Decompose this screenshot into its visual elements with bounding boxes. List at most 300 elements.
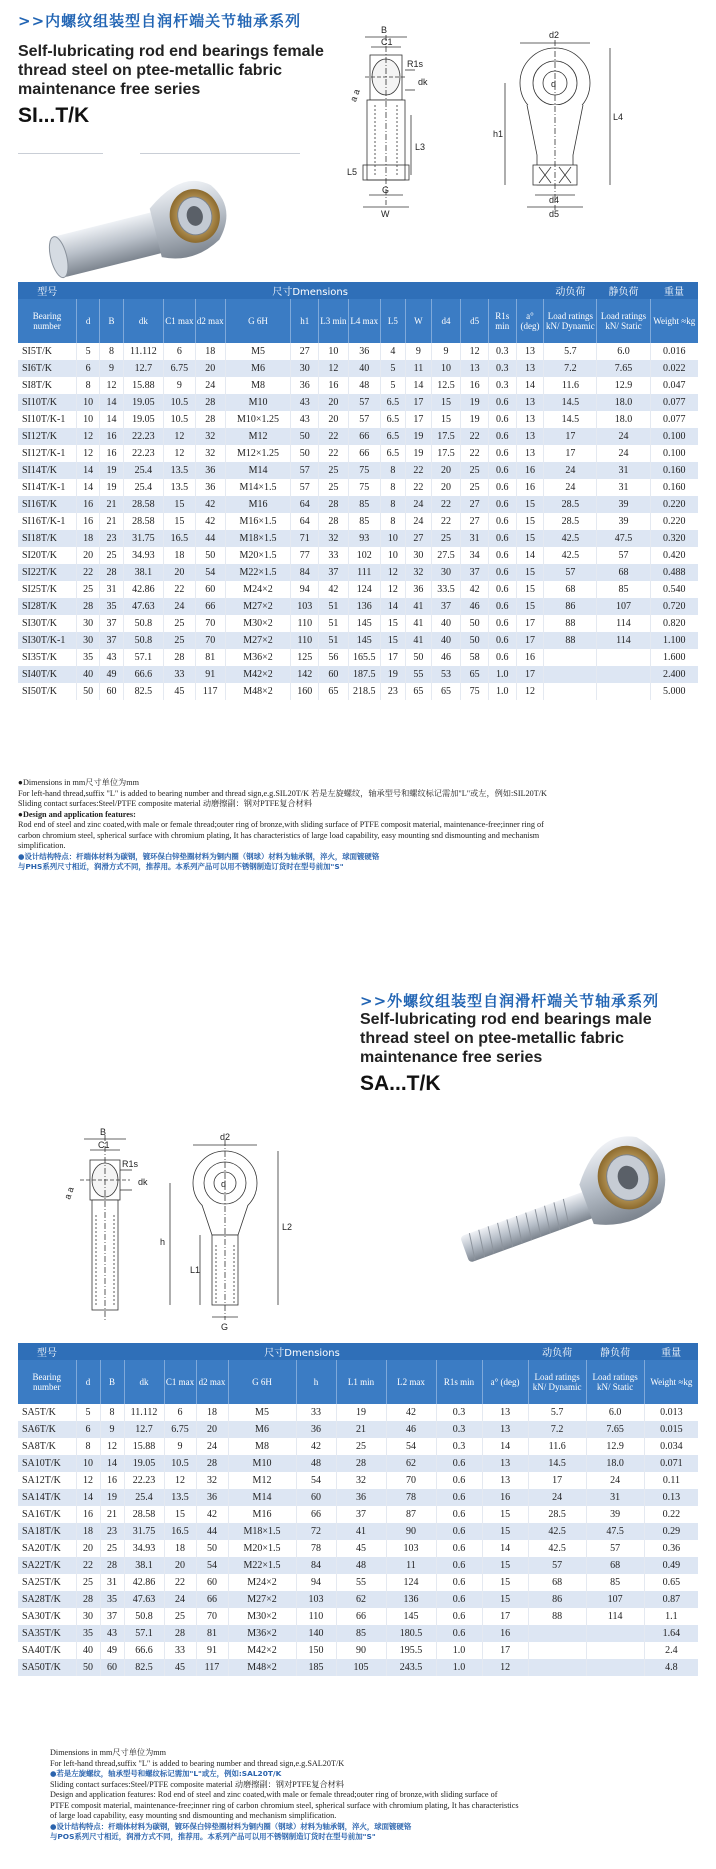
table-cell: 5 bbox=[76, 1404, 100, 1421]
table-cell: 31 bbox=[586, 1489, 644, 1506]
column-header: dk bbox=[123, 299, 163, 343]
table-row bbox=[18, 683, 698, 700]
table-cell: 28.5 bbox=[544, 496, 597, 513]
table-cell: 6.5 bbox=[380, 411, 405, 428]
table-cell: 28 bbox=[196, 1455, 228, 1472]
table-cell: 60 bbox=[195, 581, 225, 598]
table-cell: 70 bbox=[195, 615, 225, 632]
table-cell: 34.93 bbox=[123, 547, 163, 564]
table-cell: 0.6 bbox=[488, 411, 516, 428]
table-row bbox=[18, 343, 698, 360]
column-header: Load ratings kN/ Dynamic bbox=[528, 1360, 586, 1404]
table-cell: 15 bbox=[482, 1557, 528, 1574]
table-cell: 12 bbox=[76, 1472, 100, 1489]
table-row bbox=[18, 530, 698, 547]
table-cell: 35 bbox=[100, 598, 123, 615]
table-cell: 13 bbox=[516, 343, 544, 360]
table-cell: 10 bbox=[76, 394, 99, 411]
table-cell: 35 bbox=[76, 1625, 100, 1642]
table-cell: 51 bbox=[319, 615, 349, 632]
table-cell: 8 bbox=[380, 462, 405, 479]
table-cell: 22 bbox=[461, 445, 489, 462]
table-cell: 28 bbox=[195, 411, 225, 428]
table-cell: 0.3 bbox=[436, 1404, 482, 1421]
table-cell: 0.6 bbox=[436, 1472, 482, 1489]
table-cell: 10 bbox=[76, 411, 99, 428]
table-cell: 15 bbox=[164, 513, 196, 530]
table-cell: 42 bbox=[386, 1404, 436, 1421]
table-cell: 18.0 bbox=[597, 411, 650, 428]
table-cell: 0.6 bbox=[488, 513, 516, 530]
table-cell: 81 bbox=[195, 649, 225, 666]
table-cell: 20 bbox=[76, 547, 99, 564]
table-cell: 43 bbox=[291, 411, 319, 428]
table-cell: 24 bbox=[597, 428, 650, 445]
table-cell: 62 bbox=[386, 1455, 436, 1472]
table-cell: 31.75 bbox=[123, 530, 163, 547]
table-cell: 30 bbox=[76, 615, 99, 632]
bearing-number-cell: SA30T/K bbox=[18, 1608, 76, 1625]
table-cell: 21 bbox=[100, 513, 123, 530]
table-cell: 14.5 bbox=[544, 394, 597, 411]
table-cell: 1.0 bbox=[436, 1659, 482, 1676]
table-cell: 13.5 bbox=[164, 479, 196, 496]
table-cell: 7.65 bbox=[597, 360, 650, 377]
table-cell: 66.6 bbox=[124, 1642, 164, 1659]
table-cell: 28 bbox=[76, 598, 99, 615]
table-cell: 54 bbox=[195, 564, 225, 581]
table-row bbox=[18, 666, 698, 683]
table-cell: 0.6 bbox=[488, 615, 516, 632]
table-cell: 43 bbox=[100, 1625, 124, 1642]
bearing-number-cell: SI35T/K bbox=[18, 649, 76, 666]
table-cell: 0.36 bbox=[644, 1540, 698, 1557]
column-header: d5 bbox=[461, 299, 489, 343]
section2-en-title-line3: maintenance free series bbox=[360, 1049, 543, 1066]
bearing-number-cell: SI6T/K bbox=[18, 360, 76, 377]
table-cell: 25.4 bbox=[123, 479, 163, 496]
table-cell: 23 bbox=[100, 1523, 124, 1540]
note-line: Dimensions in mm尺寸单位为mm bbox=[50, 1748, 166, 1757]
table-cell: 72 bbox=[296, 1523, 336, 1540]
table-cell: 17 bbox=[482, 1608, 528, 1625]
table-cell: M24×2 bbox=[225, 581, 291, 598]
table-cell: 12 bbox=[100, 377, 123, 394]
table-cell: M5 bbox=[228, 1404, 296, 1421]
table-cell: 0.100 bbox=[650, 445, 698, 462]
table-cell: 24 bbox=[164, 1591, 196, 1608]
table-cell: 6.5 bbox=[380, 428, 405, 445]
dim-label-B: B bbox=[381, 25, 388, 35]
sa-dim-label-h: h bbox=[160, 1237, 166, 1247]
table-cell: 0.071 bbox=[644, 1455, 698, 1472]
column-header: R1s min bbox=[488, 299, 516, 343]
section1-en-title-line2: thread steel on ptee-metallic fabric bbox=[18, 62, 283, 79]
table-cell: 85 bbox=[336, 1625, 386, 1642]
table-cell: 28 bbox=[319, 513, 349, 530]
table-cell: 0.720 bbox=[650, 598, 698, 615]
table-cell: 25.4 bbox=[124, 1489, 164, 1506]
column-header: L4 max bbox=[348, 299, 380, 343]
table-cell: 145 bbox=[348, 615, 380, 632]
section2-spec-table bbox=[18, 1343, 698, 1676]
table-cell: 0.6 bbox=[488, 462, 516, 479]
table-cell: M18×1.5 bbox=[225, 530, 291, 547]
table-cell: 8 bbox=[100, 1404, 124, 1421]
table-cell: 24 bbox=[164, 598, 196, 615]
section2-technical-drawing bbox=[40, 1105, 340, 1335]
table-cell: 195.5 bbox=[386, 1642, 436, 1659]
table-cell: 11.112 bbox=[123, 343, 163, 360]
table-cell: M42×2 bbox=[228, 1642, 296, 1659]
table-row bbox=[18, 1455, 698, 1472]
note-line: carbon chromium steel, spherical surface with chromium plating, It has characteristics of large load capability, easy mounting snd dismounting and mechanism bbox=[18, 830, 540, 840]
table-cell: 12 bbox=[76, 428, 99, 445]
table-cell: 15 bbox=[516, 564, 544, 581]
note-line: PTFE composit material, maintenance-free;inner ring of carbon chromium steel, spherical surface with chromium plating, It has characteristics bbox=[50, 1800, 519, 1810]
column-header: d2 max bbox=[196, 1360, 228, 1404]
table-cell: 94 bbox=[291, 581, 319, 598]
table-cell: 25.4 bbox=[123, 462, 163, 479]
table-cell: 6 bbox=[164, 343, 196, 360]
sa-group-header-static: 静负荷 bbox=[586, 1343, 644, 1360]
table-cell: 16 bbox=[516, 462, 544, 479]
table-cell: 37 bbox=[100, 1608, 124, 1625]
table-cell: 1.1 bbox=[644, 1608, 698, 1625]
table-cell: M20×1.5 bbox=[225, 547, 291, 564]
table-cell: 15.88 bbox=[124, 1438, 164, 1455]
table-cell: 0.220 bbox=[650, 496, 698, 513]
table-cell: 36 bbox=[195, 479, 225, 496]
table-cell: 14.5 bbox=[544, 411, 597, 428]
table-cell: 0.3 bbox=[488, 343, 516, 360]
table-cell: 19.05 bbox=[123, 411, 163, 428]
table-cell: 60 bbox=[196, 1574, 228, 1591]
table-cell: 180.5 bbox=[386, 1625, 436, 1642]
table-row bbox=[18, 513, 698, 530]
table-cell bbox=[528, 1659, 586, 1676]
table-cell: 51 bbox=[319, 632, 349, 649]
table-cell: 50 bbox=[195, 547, 225, 564]
table-cell: 25 bbox=[100, 1540, 124, 1557]
table-cell: 36 bbox=[406, 581, 431, 598]
table-cell bbox=[544, 683, 597, 700]
sa-dim-label-R1s: R1s bbox=[122, 1159, 139, 1169]
sa-dim-label-d2: d2 bbox=[220, 1132, 231, 1142]
table-row bbox=[18, 1523, 698, 1540]
table-cell: M14 bbox=[228, 1489, 296, 1506]
table-cell: 14 bbox=[406, 377, 431, 394]
table-cell: M27×2 bbox=[225, 598, 291, 615]
table-cell: M8 bbox=[225, 377, 291, 394]
table-cell: 21 bbox=[100, 496, 123, 513]
table-cell: 5.7 bbox=[544, 343, 597, 360]
table-cell: 18.0 bbox=[586, 1455, 644, 1472]
table-cell: 49 bbox=[100, 1642, 124, 1659]
table-cell: 42 bbox=[195, 513, 225, 530]
bearing-number-cell: SI20T/K bbox=[18, 547, 76, 564]
table-cell: 70 bbox=[195, 632, 225, 649]
table-cell: 13.5 bbox=[164, 462, 196, 479]
table-cell: 0.87 bbox=[644, 1591, 698, 1608]
table-cell: 24 bbox=[544, 479, 597, 496]
table-cell: 16.5 bbox=[164, 530, 196, 547]
table-cell: M14 bbox=[225, 462, 291, 479]
table-row bbox=[18, 581, 698, 598]
table-cell: 0.6 bbox=[436, 1557, 482, 1574]
table-row bbox=[18, 1540, 698, 1557]
table-cell: 0.077 bbox=[650, 411, 698, 428]
table-cell: 18 bbox=[76, 1523, 100, 1540]
table-cell: 28.5 bbox=[544, 513, 597, 530]
table-cell: 28 bbox=[195, 394, 225, 411]
table-cell: 33 bbox=[164, 1642, 196, 1659]
table-cell: 20 bbox=[431, 462, 461, 479]
table-cell: 0.160 bbox=[650, 479, 698, 496]
bearing-number-cell: SI14T/K-1 bbox=[18, 479, 76, 496]
table-cell: 33 bbox=[319, 547, 349, 564]
table-cell: 8 bbox=[380, 513, 405, 530]
table-row bbox=[18, 411, 698, 428]
sa-dim-label-L2: L2 bbox=[282, 1222, 293, 1232]
table-cell: 51 bbox=[319, 598, 349, 615]
table-cell: 12 bbox=[461, 343, 489, 360]
table-cell: 28.58 bbox=[124, 1506, 164, 1523]
table-cell: 30 bbox=[76, 632, 99, 649]
table-cell: 0.6 bbox=[488, 632, 516, 649]
table-cell: 15 bbox=[516, 496, 544, 513]
table-cell: 16 bbox=[482, 1625, 528, 1642]
dim-label-d5: d5 bbox=[549, 209, 560, 219]
table-cell: 6.5 bbox=[380, 445, 405, 462]
table-cell: 24 bbox=[406, 496, 431, 513]
table-cell: 12 bbox=[164, 1472, 196, 1489]
table-cell: 12 bbox=[380, 564, 405, 581]
table-cell: 28.58 bbox=[123, 496, 163, 513]
table-row bbox=[18, 1659, 698, 1676]
sa-dim-label-L1: L1 bbox=[190, 1265, 201, 1275]
table-cell: 68 bbox=[597, 564, 650, 581]
note-line: simplification. bbox=[18, 841, 66, 850]
table-cell: 14 bbox=[516, 377, 544, 394]
group-header-dynamic: 动负荷 bbox=[544, 282, 597, 299]
table-cell: 75 bbox=[348, 479, 380, 496]
table-cell: 136 bbox=[348, 598, 380, 615]
table-cell: 24 bbox=[406, 513, 431, 530]
table-cell: 13 bbox=[516, 445, 544, 462]
column-header: Load ratings kN/ Dynamic bbox=[544, 299, 597, 343]
column-header: Bearing number bbox=[18, 299, 76, 343]
bearing-number-cell: SI30T/K-1 bbox=[18, 632, 76, 649]
dim-label-d2: d2 bbox=[549, 30, 560, 40]
table-cell: 66 bbox=[196, 1591, 228, 1608]
sa-dim-label-aa: a a bbox=[62, 1185, 76, 1201]
table-cell: 5.000 bbox=[650, 683, 698, 700]
table-cell: M16 bbox=[228, 1506, 296, 1523]
table-cell: M10×1.25 bbox=[225, 411, 291, 428]
table-cell: 36 bbox=[296, 1421, 336, 1438]
table-cell: 5.7 bbox=[528, 1404, 586, 1421]
table-cell: 22 bbox=[431, 496, 461, 513]
table-cell: 10 bbox=[431, 360, 461, 377]
table-cell: 107 bbox=[597, 598, 650, 615]
table-cell: 66 bbox=[296, 1506, 336, 1523]
table-cell: 114 bbox=[597, 632, 650, 649]
bearing-number-cell: SA35T/K bbox=[18, 1625, 76, 1642]
table-cell: 50 bbox=[76, 683, 99, 700]
note-line: ●设计结构特点：杆端体材料为碳钢，镀环保白锌垫圈材料为铜内圈（钢球）材料为轴承钢，淬火，球面镀硬铬 bbox=[50, 1821, 412, 1831]
table-cell: M30×2 bbox=[225, 615, 291, 632]
table-cell: 34.93 bbox=[124, 1540, 164, 1557]
table-cell: 19 bbox=[100, 1489, 124, 1506]
table-cell: 25 bbox=[164, 632, 196, 649]
bearing-number-cell: SI22T/K bbox=[18, 564, 76, 581]
table-cell: 22.23 bbox=[124, 1472, 164, 1489]
table-cell: 68 bbox=[544, 581, 597, 598]
table-row bbox=[18, 496, 698, 513]
table-cell: 9 bbox=[100, 360, 123, 377]
table-cell: M6 bbox=[225, 360, 291, 377]
table-cell: 50 bbox=[196, 1540, 228, 1557]
table-cell: 14 bbox=[100, 411, 123, 428]
table-cell: 86 bbox=[544, 598, 597, 615]
table-row bbox=[18, 394, 698, 411]
table-cell: 41 bbox=[406, 615, 431, 632]
table-cell: M16×1.5 bbox=[225, 513, 291, 530]
table-cell: 12.9 bbox=[586, 1438, 644, 1455]
table-cell: 13 bbox=[482, 1472, 528, 1489]
table-cell: 57 bbox=[528, 1557, 586, 1574]
table-cell: 66 bbox=[348, 428, 380, 445]
table-cell: 0.3 bbox=[488, 377, 516, 394]
table-cell: 27 bbox=[291, 343, 319, 360]
table-cell: 17 bbox=[516, 615, 544, 632]
table-row bbox=[18, 1472, 698, 1489]
table-cell: 42 bbox=[296, 1438, 336, 1455]
table-cell: 14 bbox=[482, 1438, 528, 1455]
table-cell: 28 bbox=[319, 496, 349, 513]
note-line: 与POS系列尺寸相近，润滑方式不同，推荐用。本系列产品可以用不锈钢制造订货时在型号前加"S" bbox=[50, 1832, 376, 1841]
table-cell: 31 bbox=[597, 462, 650, 479]
table-cell: 13 bbox=[482, 1421, 528, 1438]
table-cell: 114 bbox=[586, 1608, 644, 1625]
table-cell: 145 bbox=[386, 1608, 436, 1625]
table-cell: 12 bbox=[164, 445, 196, 462]
table-cell: 31 bbox=[461, 530, 489, 547]
column-header: C1 max bbox=[164, 1360, 196, 1404]
table-cell: 8 bbox=[76, 1438, 100, 1455]
table-cell: 70 bbox=[196, 1608, 228, 1625]
table-cell: 103 bbox=[386, 1540, 436, 1557]
table-cell: 18 bbox=[164, 547, 196, 564]
dim-label-L3: L3 bbox=[415, 142, 426, 152]
table-cell: 22 bbox=[406, 462, 431, 479]
table-cell: 40 bbox=[76, 666, 99, 683]
table-cell: 25 bbox=[336, 1438, 386, 1455]
bearing-number-cell: SA20T/K bbox=[18, 1540, 76, 1557]
column-header: Load ratings kN/ Static bbox=[586, 1360, 644, 1404]
table-cell: 0.3 bbox=[436, 1438, 482, 1455]
table-cell bbox=[544, 649, 597, 666]
table-cell: 6 bbox=[76, 1421, 100, 1438]
dim-label-dk: dk bbox=[418, 77, 428, 87]
table-cell: 15 bbox=[516, 598, 544, 615]
table-cell: 65 bbox=[319, 683, 349, 700]
table-cell: 40 bbox=[348, 360, 380, 377]
table-cell: 0.6 bbox=[488, 496, 516, 513]
table-cell: 17 bbox=[380, 649, 405, 666]
table-cell: 66 bbox=[195, 598, 225, 615]
table-cell: 50 bbox=[406, 649, 431, 666]
table-cell: 0.6 bbox=[436, 1591, 482, 1608]
table-cell: 15.88 bbox=[123, 377, 163, 394]
table-cell: 36 bbox=[196, 1489, 228, 1506]
table-cell: 0.820 bbox=[650, 615, 698, 632]
table-cell: 11.6 bbox=[528, 1438, 586, 1455]
table-cell: 10 bbox=[76, 1455, 100, 1472]
bearing-number-cell: SA40T/K bbox=[18, 1642, 76, 1659]
table-cell: M20×1.5 bbox=[228, 1540, 296, 1557]
table-cell: 44 bbox=[196, 1523, 228, 1540]
table-cell: 6.0 bbox=[597, 343, 650, 360]
table-cell: 14 bbox=[76, 1489, 100, 1506]
section2-en-title-line2: thread steel on ptee-metallic fabric bbox=[360, 1030, 625, 1047]
sa-group-header-dimensions: 尺寸Dmensions bbox=[76, 1343, 528, 1360]
table-cell: 15 bbox=[431, 394, 461, 411]
table-cell: 36 bbox=[195, 462, 225, 479]
note-line: Design and application features: Rod end of steel and zinc coated,with male or female thread;outer ring of bronze,with sliding surface of bbox=[50, 1790, 498, 1799]
table-cell: 0.3 bbox=[436, 1421, 482, 1438]
table-cell: 11 bbox=[406, 360, 431, 377]
table-cell: 0.013 bbox=[644, 1404, 698, 1421]
table-cell: 40 bbox=[76, 1642, 100, 1659]
table-cell: 110 bbox=[296, 1608, 336, 1625]
table-cell: 16 bbox=[76, 513, 99, 530]
table-cell: 28 bbox=[100, 1557, 124, 1574]
table-cell: 31 bbox=[100, 1574, 124, 1591]
table-row bbox=[18, 1608, 698, 1625]
table-row bbox=[18, 462, 698, 479]
table-cell: 65 bbox=[431, 683, 461, 700]
table-cell: 12.5 bbox=[431, 377, 461, 394]
table-cell: 16 bbox=[461, 377, 489, 394]
table-cell: 125 bbox=[291, 649, 319, 666]
table-cell: 28 bbox=[164, 649, 196, 666]
table-cell: 32 bbox=[336, 1472, 386, 1489]
table-cell: 0.6 bbox=[488, 649, 516, 666]
table-cell: 54 bbox=[386, 1438, 436, 1455]
table-cell: 43 bbox=[100, 649, 123, 666]
table-cell: 12 bbox=[100, 1438, 124, 1455]
table-cell: 0.3 bbox=[488, 360, 516, 377]
table-cell: 185 bbox=[296, 1659, 336, 1676]
table-cell: 42.5 bbox=[528, 1523, 586, 1540]
table-cell: 31 bbox=[597, 479, 650, 496]
table-cell: 34 bbox=[461, 547, 489, 564]
table-cell: 12.9 bbox=[597, 377, 650, 394]
column-header: L2 max bbox=[386, 1360, 436, 1404]
column-header: B bbox=[100, 1360, 124, 1404]
table-row bbox=[18, 479, 698, 496]
table-cell: 30 bbox=[291, 360, 319, 377]
table-cell: 37 bbox=[100, 615, 123, 632]
table-cell: 114 bbox=[597, 615, 650, 632]
table-cell: 15 bbox=[380, 615, 405, 632]
table-cell: 27.5 bbox=[431, 547, 461, 564]
table-cell: 14.5 bbox=[528, 1455, 586, 1472]
table-cell: 20 bbox=[319, 411, 349, 428]
table-cell: 40 bbox=[431, 615, 461, 632]
